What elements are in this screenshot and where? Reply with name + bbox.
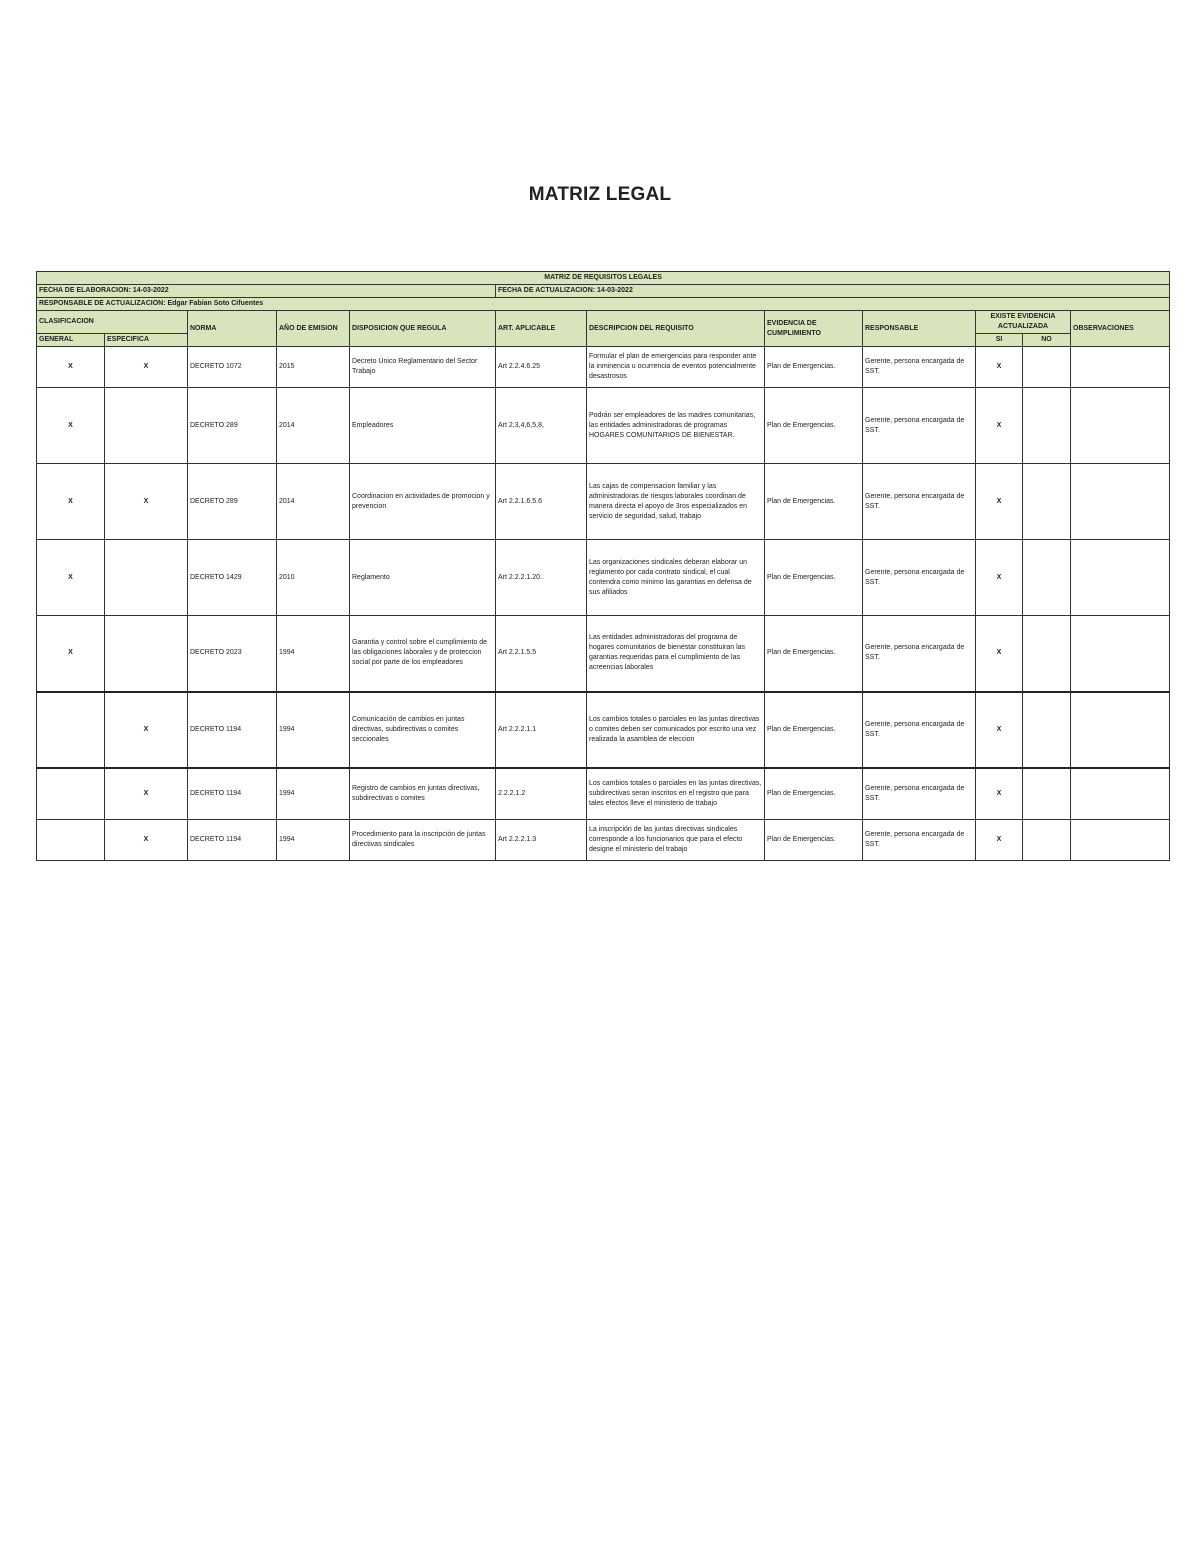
cell-no [1023,540,1071,616]
cell-responsable: Gerente, persona encargada de SST. [863,616,976,692]
header-disposicion: DISPOSICION QUE REGULA [350,311,496,347]
cell-si: X [976,768,1023,820]
cell-si: X [976,347,1023,388]
cell-anio: 1994 [277,616,350,692]
cell-no [1023,347,1071,388]
cell-general: X [37,540,105,616]
cell-descripcion: Las organizaciones sindicales deberan elaborar un reglamento por cada contrato sindical, el cual contendra como minimo las garantias en defensa de sus afiliados [587,540,765,616]
cell-responsable: Gerente, persona encargada de SST. [863,388,976,464]
header-descripcion: DESCRIPCION DEL REQUISITO [587,311,765,347]
cell-norma: DECRETO 1072 [188,347,277,388]
fecha-elaboracion: FECHA DE ELABORACION: 14-03-2022 [37,285,496,298]
page-title: MATRIZ LEGAL [528,184,672,205]
cell-especifica: X [105,820,188,861]
cell-anio: 2014 [277,388,350,464]
cell-articulo: 2.2.2.1.2 [496,768,587,820]
cell-si: X [976,692,1023,768]
cell-si: X [976,388,1023,464]
cell-disposicion: Decreto Único Reglamentario del Sector Trabajo [350,347,496,388]
cell-si: X [976,464,1023,540]
cell-general: X [37,388,105,464]
cell-descripcion: Los cambios totales o parciales en las juntas directivas, subdirectivas seran inscritos en el registro que para tales efectos lleve el ministerio de trabajo [587,768,765,820]
table-row [37,768,1170,820]
cell-si: X [976,616,1023,692]
cell-si: X [976,540,1023,616]
cell-evidencia: Plan de Emergencias. [765,464,863,540]
responsable-actualizacion: RESPONSABLE DE ACTUALIZACION: Edgar Fabian Soto Cifuentes [37,298,1170,311]
cell-observaciones [1071,464,1170,540]
header-especifica: ESPECIFICA [105,334,188,347]
cell-evidencia: Plan de Emergencias. [765,388,863,464]
matrix-banner: MATRIZ DE REQUISITOS LEGALES [37,272,1170,285]
header-general: GENERAL [37,334,105,347]
cell-articulo: Art 2.2.1.6.5.6 [496,464,587,540]
table-row [37,540,1170,616]
cell-observaciones [1071,540,1170,616]
header-evidencia: EVIDENCIA DE CUMPLIMIENTO [765,311,863,347]
cell-evidencia: Plan de Emergencias. [765,616,863,692]
cell-anio: 1994 [277,768,350,820]
cell-no [1023,820,1071,861]
cell-observaciones [1071,616,1170,692]
table-row [37,820,1170,861]
cell-observaciones [1071,820,1170,861]
cell-articulo: Art 2,3,4,6,5,8, [496,388,587,464]
table-row [37,347,1170,388]
cell-especifica [105,616,188,692]
cell-articulo: Art 2.2.2.1.20.. [496,540,587,616]
cell-general: X [37,616,105,692]
cell-especifica: X [105,464,188,540]
cell-descripcion: Las entidades administradoras del programa de hogares comunitarios de bienestar constituiran las garantias requeridas para el cumplimiento de las acreencias laborales [587,616,765,692]
cell-descripcion: Formular el plan de emergencias para responder ante la inminencia u ocurrencia de eventos potencialmente desastrosos [587,347,765,388]
cell-anio: 1994 [277,692,350,768]
cell-articulo: Art 2.2.2.1.1 [496,692,587,768]
cell-especifica: X [105,692,188,768]
cell-observaciones [1071,347,1170,388]
legal-matrix [36,271,1169,861]
cell-disposicion: Empleadores [350,388,496,464]
cell-evidencia: Plan de Emergencias. [765,692,863,768]
cell-anio: 1994 [277,820,350,861]
cell-norma: DECRETO 1194 [188,692,277,768]
cell-disposicion: Garantia y control sobre el cumplimiento de las obligaciones laborales y de proteccion social por parte de los empleadores [350,616,496,692]
cell-norma: DECRETO 1429 [188,540,277,616]
cell-norma: DECRETO 289 [188,388,277,464]
cell-responsable: Gerente, persona encargada de SST. [863,347,976,388]
cell-descripcion: Los cambios totales o parciales en las juntas directivas o comites deben ser comunicados por escrito una vez realizada la asamblea de eleccion [587,692,765,768]
cell-general: X [37,464,105,540]
cell-evidencia: Plan de Emergencias. [765,768,863,820]
cell-descripcion: Podrán ser empleadores de las madres comunitarias, las entidades administradoras de programas HOGARES COMUNITARIOS DE BIENESTAR. [587,388,765,464]
header-existe-evidencia: EXISTE EVIDENCIA ACTUALIZADA [976,311,1071,334]
cell-observaciones [1071,692,1170,768]
cell-observaciones [1071,388,1170,464]
header-norma: NORMA [188,311,277,347]
table-row [37,692,1170,768]
cell-general [37,692,105,768]
cell-especifica [105,540,188,616]
cell-anio: 2014 [277,464,350,540]
header-si: SI [976,334,1023,347]
cell-disposicion: Procedimiento para la inscripción de juntas directivas sindicales [350,820,496,861]
cell-no [1023,388,1071,464]
header-responsable: RESPONSABLE [863,311,976,347]
header-observaciones: OBSERVACIONES [1071,311,1170,347]
cell-responsable: Gerente, persona encargada de SST. [863,820,976,861]
cell-norma: DECRETO 2023 [188,616,277,692]
cell-general [37,768,105,820]
cell-anio: 2010 [277,540,350,616]
cell-descripcion: La inscripción de las juntas directivas sindicales corresponde a los funcionarios que para el efecto designe el ministerio del trabajo [587,820,765,861]
cell-no [1023,464,1071,540]
cell-norma: DECRETO 289 [188,464,277,540]
cell-disposicion: Reglamento [350,540,496,616]
cell-responsable: Gerente, persona encargada de SST. [863,540,976,616]
table-row [37,388,1170,464]
table-row [37,464,1170,540]
cell-articulo: Art 2.2.2.1.3 [496,820,587,861]
cell-disposicion: Coordinacion en actividades de promocion y prevencion [350,464,496,540]
cell-no [1023,768,1071,820]
cell-especifica: X [105,768,188,820]
cell-descripcion: Las cajas de compensacion familiar y las administradoras de riesgos laborales coordinan de manera directa el apoyo de 3ros especializados en servicio de seguridad, salud, trabajo [587,464,765,540]
cell-norma: DECRETO 1194 [188,820,277,861]
cell-si: X [976,820,1023,861]
cell-no [1023,692,1071,768]
cell-responsable: Gerente, persona encargada de SST. [863,692,976,768]
cell-observaciones [1071,768,1170,820]
cell-responsable: Gerente, persona encargada de SST. [863,464,976,540]
cell-evidencia: Plan de Emergencias. [765,820,863,861]
cell-general: X [37,347,105,388]
cell-anio: 2015 [277,347,350,388]
fecha-actualizacion: FECHA DE ACTUALIZACION: 14-03-2022 [496,285,1170,298]
header-no: NO [1023,334,1071,347]
cell-evidencia: Plan de Emergencias. [765,540,863,616]
cell-disposicion: Registro de cambios en juntas directivas, subdirectivas o comites [350,768,496,820]
cell-responsable: Gerente, persona encargada de SST. [863,768,976,820]
header-clasificacion: CLASIFICACION [37,311,188,334]
cell-disposicion: Comunicación de cambios en juntas directivas, subdirectivas o comites seccionales [350,692,496,768]
cell-no [1023,616,1071,692]
cell-norma: DECRETO 1194 [188,768,277,820]
requirements-table [36,271,1170,861]
cell-articulo: Art 2.2.4.6.25 [496,347,587,388]
table-row [37,616,1170,692]
header-anio: AÑO DE EMISION [277,311,350,347]
cell-articulo: Art 2.2.1.5.5 [496,616,587,692]
cell-evidencia: Plan de Emergencias. [765,347,863,388]
header-articulo: ART. APLICABLE [496,311,587,347]
cell-especifica [105,388,188,464]
cell-especifica: X [105,347,188,388]
cell-general [37,820,105,861]
